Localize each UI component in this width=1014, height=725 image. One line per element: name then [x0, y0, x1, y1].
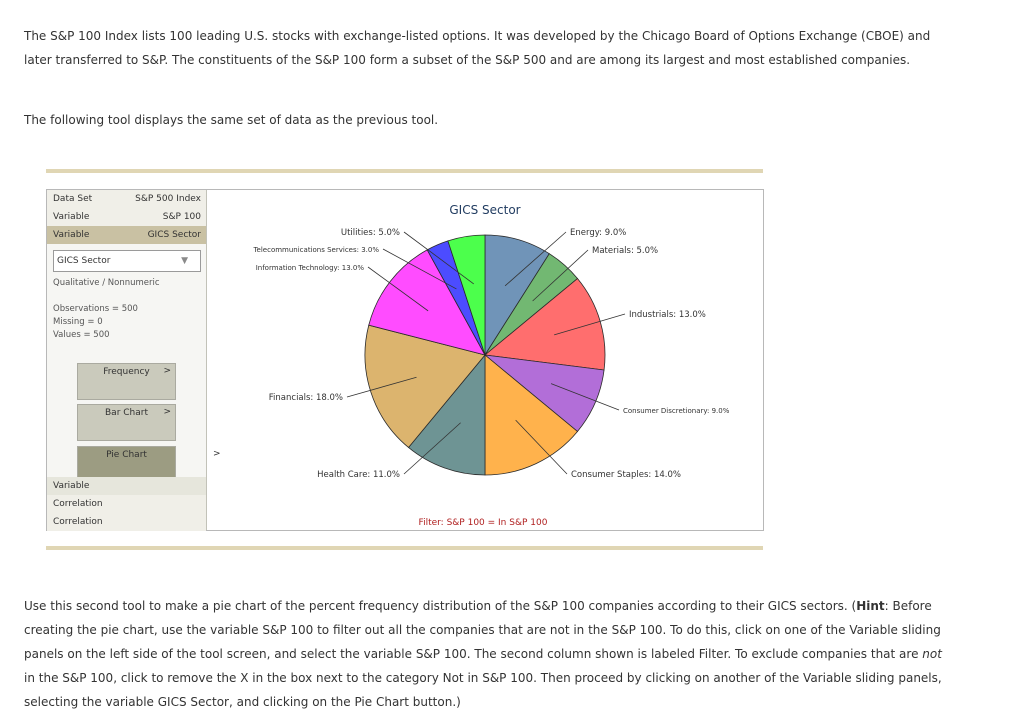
variable-label: Variable	[53, 230, 90, 240]
pie-slice-label: Industrials: 13.0%	[629, 310, 706, 320]
pie-chart-area	[207, 190, 763, 530]
dataset-panel[interactable]	[47, 190, 206, 208]
instructions-text: : Before creating the pie chart, use the variable S&P 100 to filter out all the companies that are not in the S&P 100. To do this, click on one of the Variable sliding panels on the left side of the tool screen, and select the variable S&P 100. The second column shown is labeled Filter. To exclude companies that are	[24, 599, 941, 661]
variable-select-value: GICS Sector	[57, 256, 111, 266]
variable-panel-active[interactable]	[47, 226, 206, 244]
bar-chart-button[interactable]	[77, 404, 176, 441]
intro-paragraph: The S&P 100 Index lists 100 leading U.S. stocks with exchange-listed options. It was developed by the Chicago Board of Options Exchange (CBOE) and later transferred to S&P. The constituents of the S&P 100 form a subset of the S&P 500 and are among its largest and most established companies.	[24, 29, 931, 67]
chevron-right-icon: >	[163, 366, 171, 376]
pie-chart-button-label: Pie Chart	[106, 450, 147, 460]
pie-slice-label: Energy: 9.0%	[570, 228, 627, 238]
pie-slice-label: Utilities: 5.0%	[340, 228, 400, 238]
variable-panel-label: Variable	[53, 481, 90, 491]
correlation-panel-label: Correlation	[53, 499, 103, 509]
chart-title: GICS Sector	[449, 203, 521, 217]
emphasis-not: not	[922, 647, 942, 661]
variable-panel-filter[interactable]	[47, 208, 206, 226]
stat-missing: Missing = 0	[53, 317, 103, 327]
dataset-label: Data Set	[53, 194, 93, 204]
bar-chart-button-label: Bar Chart	[105, 408, 148, 418]
pie-slice-label: Materials: 5.0%	[592, 246, 659, 256]
pie-chart	[207, 190, 763, 530]
top-divider	[46, 169, 763, 173]
frequency-button[interactable]	[77, 363, 176, 400]
pie-slice-label: Telecommunications Services: 3.0%	[253, 246, 379, 254]
bottom-divider	[46, 546, 763, 550]
pie-slice-label: Consumer Discretionary: 9.0%	[623, 407, 730, 415]
variable-type: Qualitative / Nonnumeric	[53, 278, 160, 288]
correlation-panel-label: Correlation	[53, 517, 103, 527]
pie-slice-label: Health Care: 11.0%	[317, 470, 400, 480]
instructions-text: in the S&P 100, click to remove the X in the box next to the category Not in S&P 100. Then proceed by clicking on another of the Variable sliding panels, selecting the variable GICS Sector, and clicking on the Pie Chart button.)	[24, 671, 942, 709]
variable-label: Variable	[53, 212, 90, 222]
chevron-right-icon: >	[213, 449, 221, 459]
instructions-text: Use this second tool to make a pie chart of the percent frequency distribution of the S&P 100 companies according to their GICS sectors. (	[24, 599, 857, 613]
variable-select[interactable]	[53, 250, 201, 272]
stat-values: Values = 500	[53, 330, 110, 340]
pie-slice-label: Financials: 18.0%	[268, 393, 343, 403]
dataset-value: S&P 500 Index	[135, 194, 201, 204]
hint-label: Hint	[856, 599, 885, 613]
pie-slice-label: Consumer Staples: 14.0%	[571, 470, 681, 480]
frequency-button-label: Frequency	[103, 367, 150, 377]
intro-note: The following tool displays the same set of data as the previous tool.	[24, 113, 439, 127]
chart-filter-note: Filter: S&P 100 = In S&P 100	[418, 518, 548, 528]
chevron-down-icon: ▼	[181, 256, 188, 266]
instructions-paragraph	[24, 594, 954, 714]
stat-tool-panel	[46, 189, 764, 531]
variable-panel[interactable]	[47, 477, 206, 495]
chevron-right-icon: >	[163, 407, 171, 417]
pie-slice-label: Information Technology: 13.0%	[255, 264, 364, 272]
variable-value: GICS Sector	[147, 230, 201, 240]
tool-sidebar	[47, 190, 221, 530]
correlation-panel[interactable]	[47, 513, 206, 531]
correlation-panel[interactable]	[47, 495, 206, 513]
variable-value: S&P 100	[162, 212, 201, 222]
stat-observations: Observations = 500	[53, 304, 138, 314]
